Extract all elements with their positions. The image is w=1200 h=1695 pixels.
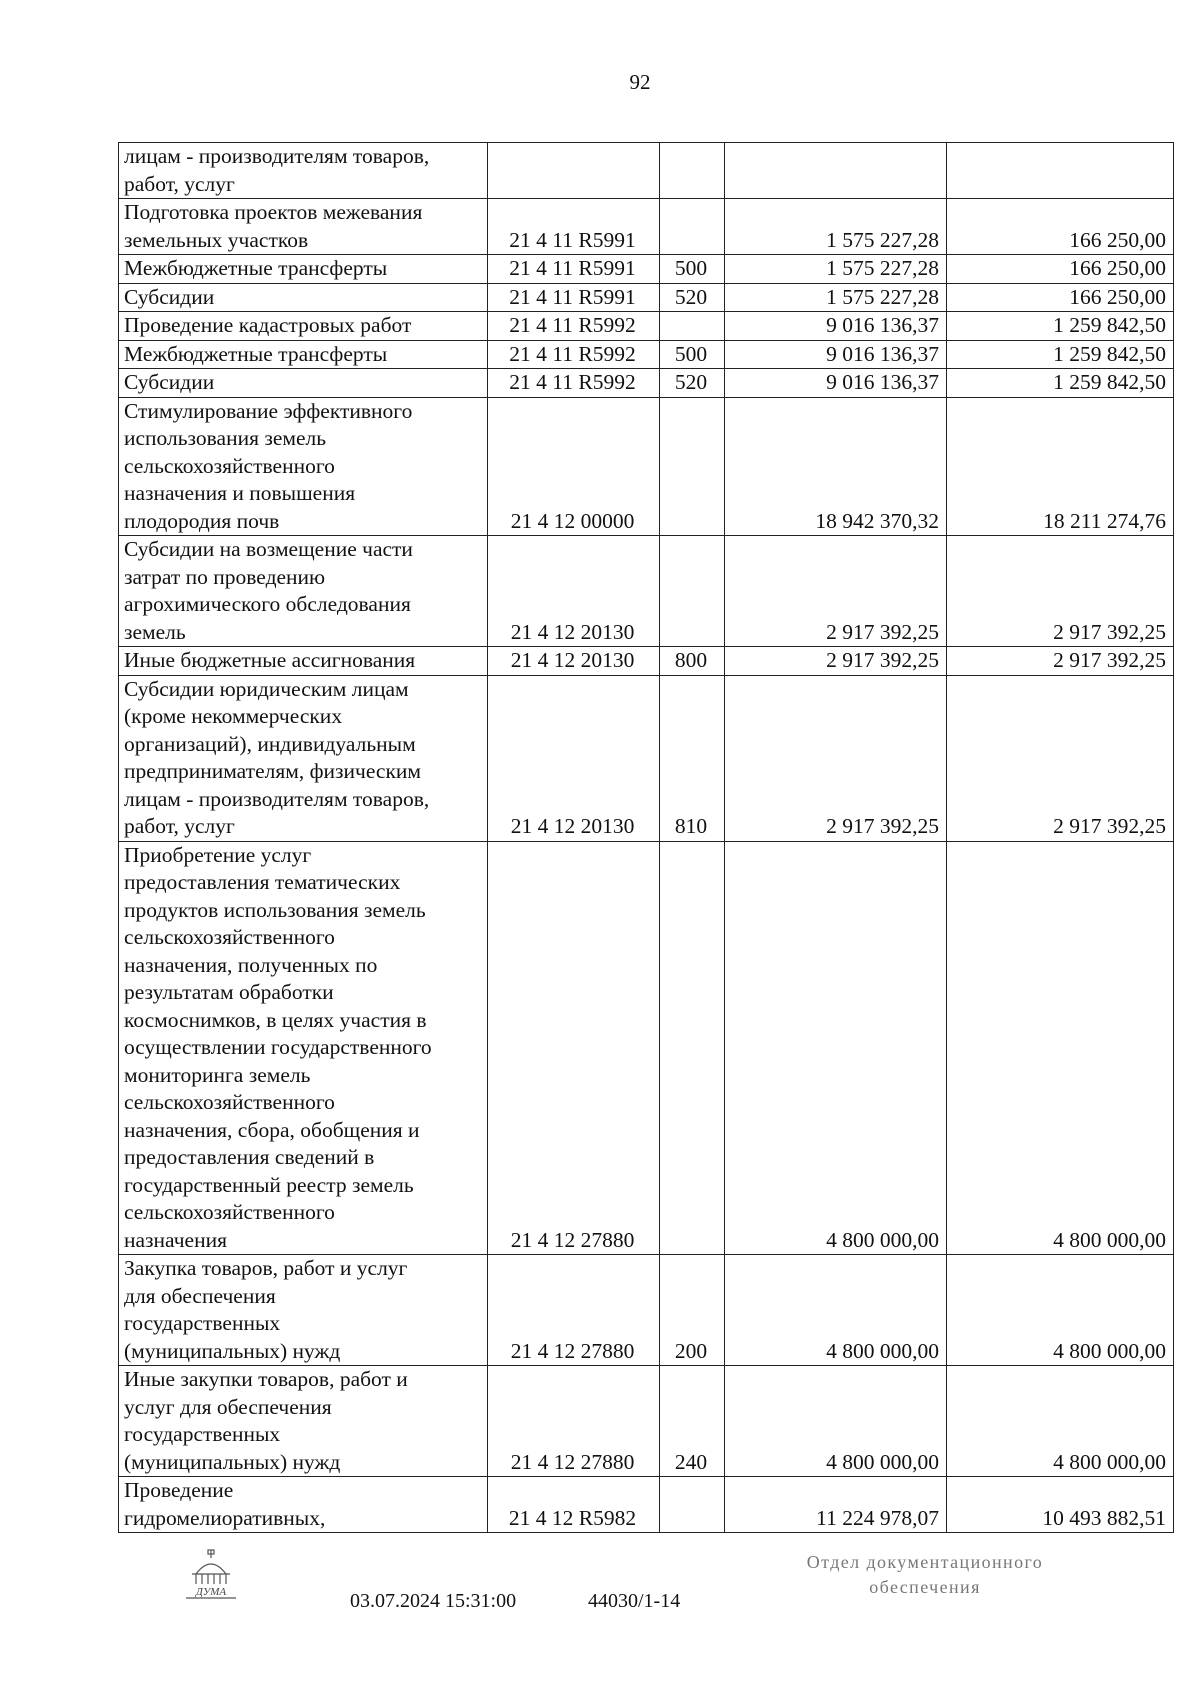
amount-2026-text: 4 800 000,00 [1053, 1338, 1166, 1363]
amount-2025-cell [725, 1477, 947, 1533]
item-name-cell [119, 647, 488, 676]
table-row [119, 369, 1174, 398]
expense-type-text: 520 [674, 370, 708, 394]
amount-2026-cell [947, 841, 1174, 1255]
table-row [119, 536, 1174, 647]
amount-2025-cell [725, 536, 947, 647]
expense-type-cell [660, 647, 725, 676]
logo-lettering: ДУМА [195, 1586, 227, 1598]
item-name-cell [119, 397, 488, 536]
amount-2026-cell [947, 647, 1174, 676]
target-code-cell [488, 647, 660, 676]
target-code-text: 21 4 12 20130 [510, 648, 635, 672]
target-code-text: 21 4 12 20130 [510, 619, 635, 644]
amount-2026-cell [947, 283, 1174, 312]
amount-2025-text: 11 224 978,07 [816, 1505, 939, 1530]
amount-2026-cell [947, 675, 1174, 841]
expense-type-cell [660, 1255, 725, 1366]
amount-2026-text: 166 250,00 [1069, 256, 1166, 280]
amount-2025-text: 4 800 000,00 [826, 1338, 939, 1363]
expense-type-cell [660, 283, 725, 312]
document-datetime: 03.07.2024 15:31:00 [350, 1590, 517, 1612]
item-name-cell [119, 1477, 488, 1533]
stamp-line-1: Отдел документационного [806, 1552, 1044, 1572]
item-name-text: Субсидии [124, 370, 215, 394]
amount-2025-cell [725, 647, 947, 676]
amount-2025-cell [725, 675, 947, 841]
amount-2026-cell [947, 199, 1174, 255]
item-name-cell [119, 283, 488, 312]
table-row [119, 1477, 1174, 1533]
target-code-text: 21 4 12 27880 [510, 1227, 635, 1252]
target-code-cell [488, 340, 660, 369]
item-name-cell [119, 1255, 488, 1366]
item-name-text: Межбюджетные трансферты [124, 256, 388, 280]
target-code-cell [488, 397, 660, 536]
amount-2026-text: 10 493 882,51 [1042, 1505, 1166, 1530]
expense-type-cell [660, 397, 725, 536]
table-row [119, 841, 1174, 1255]
table-row [119, 143, 1174, 199]
item-name-cell [119, 143, 488, 199]
item-name-cell [119, 340, 488, 369]
item-name-text: Стимулирование эффективного использования земель сельскохозяйственного назначения и повышения плодородия почв [124, 398, 413, 533]
amount-2025-text: 2 917 392,25 [826, 619, 939, 644]
amount-2026-cell [947, 536, 1174, 647]
amount-2026-cell [947, 397, 1174, 536]
expense-type-cell [660, 1366, 725, 1477]
target-code-cell [488, 1366, 660, 1477]
amount-2025-cell [725, 312, 947, 341]
expense-type-text: 500 [674, 341, 708, 366]
amount-2025-text: 9 016 136,37 [826, 341, 939, 366]
expense-type-text: 520 [674, 284, 708, 309]
table-row [119, 1366, 1174, 1477]
target-code-text: 21 4 12 20130 [510, 814, 635, 838]
amount-2025-cell [725, 340, 947, 369]
target-code-text: 21 4 12 27880 [510, 1449, 635, 1474]
amount-2026-text: 2 917 392,25 [1053, 648, 1166, 672]
amount-2025-text: 18 942 370,32 [815, 508, 939, 533]
item-name-cell [119, 255, 488, 284]
table-row [119, 675, 1174, 841]
item-name-text: Субсидии [124, 284, 215, 309]
amount-2025-text: 4 800 000,00 [826, 1227, 939, 1252]
budget-table-body [119, 143, 1174, 1533]
amount-2025-text: 9 016 136,37 [826, 370, 939, 394]
item-name-text: Иные закупки товаров, работ и услуг для обеспечения государственных (муниципальных) нужд [124, 1367, 408, 1474]
amount-2026-text: 2 917 392,25 [1053, 619, 1166, 644]
item-name-cell [119, 199, 488, 255]
amount-2026-text: 4 800 000,00 [1053, 1227, 1166, 1252]
budget-table [118, 142, 1174, 1533]
expense-type-cell [660, 340, 725, 369]
amount-2026-text: 1 259 842,50 [1053, 313, 1166, 337]
target-code-text: 21 4 11 R5991 [509, 256, 636, 280]
page-number: 92 [629, 70, 651, 94]
expense-type-text: 240 [674, 1449, 708, 1474]
amount-2025-cell [725, 1366, 947, 1477]
item-name-text: лицам - производителям товаров, работ, услуг [124, 144, 430, 196]
target-code-text: 21 4 12 00000 [510, 508, 635, 533]
expense-type-cell [660, 536, 725, 647]
expense-type-text: 800 [674, 648, 708, 672]
target-code-cell [488, 312, 660, 341]
target-code-cell [488, 536, 660, 647]
table-row [119, 199, 1174, 255]
amount-2026-text: 4 800 000,00 [1053, 1449, 1166, 1474]
item-name-cell [119, 1366, 488, 1477]
amount-2025-cell [725, 1255, 947, 1366]
expense-type-text: 500 [674, 256, 708, 280]
amount-2025-text: 1 575 227,28 [826, 284, 939, 309]
amount-2025-cell [725, 255, 947, 284]
target-code-text: 21 4 11 R5992 [509, 313, 636, 337]
amount-2026-cell [947, 1477, 1174, 1533]
amount-2026-cell [947, 369, 1174, 398]
amount-2026-text: 2 917 392,25 [1053, 814, 1166, 838]
expense-type-cell [660, 143, 725, 199]
item-name-text: Субсидии на возмещение части затрат по проведению агрохимического обследования земель [124, 537, 413, 644]
amount-2025-text: 1 575 227,28 [826, 256, 939, 280]
target-code-cell [488, 675, 660, 841]
table-row [119, 283, 1174, 312]
amount-2026-cell [947, 1366, 1174, 1477]
target-code-cell [488, 283, 660, 312]
amount-2025-cell [725, 369, 947, 398]
expense-type-cell [660, 199, 725, 255]
amount-2026-cell [947, 1255, 1174, 1366]
amount-2026-text: 18 211 274,76 [1043, 508, 1166, 533]
target-code-cell [488, 1477, 660, 1533]
target-code-text: 21 4 11 R5992 [509, 341, 636, 366]
amount-2025-cell [725, 283, 947, 312]
item-name-cell [119, 536, 488, 647]
target-code-cell [488, 841, 660, 1255]
amount-2025-cell [725, 143, 947, 199]
amount-2025-text: 9 016 136,37 [826, 313, 939, 337]
stamp-line-2: обеспечения [869, 1577, 981, 1597]
table-row [119, 340, 1174, 369]
item-name-text: Иные бюджетные ассигнования [124, 648, 416, 672]
amount-2025-cell [725, 397, 947, 536]
target-code-text: 21 4 12 27880 [510, 1338, 635, 1363]
item-name-cell [119, 841, 488, 1255]
target-code-cell [488, 369, 660, 398]
expense-type-text: 200 [674, 1338, 708, 1363]
item-name-text: Приобретение услуг предоставления тематических продуктов использования земель сельскохозяйственного назначения, полученных по результатам обработки космоснимков, в целях участия в осуществлении государственного мониторинга земель сельскохозяйственного назначения, сбора, обобщения и предоставления сведений в государственный реестр земель сельскохозяйственного назначения [124, 842, 432, 1252]
target-code-text: 21 4 11 R5991 [509, 227, 636, 252]
department-stamp [760, 1550, 1090, 1600]
table-row [119, 647, 1174, 676]
expense-type-cell [660, 1477, 725, 1533]
target-code-cell [488, 199, 660, 255]
item-name-text: Проведение кадастровых работ [124, 313, 412, 337]
item-name-cell [119, 312, 488, 341]
amount-2026-text: 1 259 842,50 [1053, 341, 1166, 366]
table-row [119, 255, 1174, 284]
amount-2025-cell [725, 199, 947, 255]
target-code-cell [488, 143, 660, 199]
expense-type-cell [660, 675, 725, 841]
item-name-text: Закупка товаров, работ и услуг для обеспечения государственных (муниципальных) нужд [124, 1256, 408, 1363]
amount-2026-cell [947, 312, 1174, 341]
item-name-cell [119, 369, 488, 398]
amount-2026-text: 1 259 842,50 [1053, 370, 1166, 394]
amount-2026-text: 166 250,00 [1069, 284, 1166, 309]
item-name-text: Подготовка проектов межевания земельных участков [124, 200, 423, 252]
expense-type-cell [660, 312, 725, 341]
table-row [119, 1255, 1174, 1366]
expense-type-cell [660, 369, 725, 398]
amount-2025-text: 2 917 392,25 [826, 648, 939, 672]
item-name-text: Проведение гидромелиоративных, [124, 1478, 326, 1530]
expense-type-cell [660, 255, 725, 284]
amount-2025-text: 4 800 000,00 [826, 1449, 939, 1474]
table-row [119, 397, 1174, 536]
item-name-text: Межбюджетные трансферты [124, 341, 388, 366]
target-code-text: 21 4 12 R5982 [508, 1505, 637, 1530]
target-code-cell [488, 1255, 660, 1366]
amount-2025-cell [725, 841, 947, 1255]
amount-2026-cell [947, 255, 1174, 284]
table-row [119, 312, 1174, 341]
amount-2025-text: 2 917 392,25 [826, 814, 939, 838]
target-code-cell [488, 255, 660, 284]
duma-logo-icon [182, 1548, 240, 1604]
item-name-text: Субсидии юридическим лицам (кроме некоммерческих организаций), индивидуальным предпринимателям, физическим лицам - производителям товаров, работ, услуг [124, 676, 430, 838]
amount-2026-text: 166 250,00 [1069, 227, 1166, 252]
amount-2025-text: 1 575 227,28 [826, 227, 939, 252]
amount-2026-cell [947, 340, 1174, 369]
expense-type-cell [660, 841, 725, 1255]
expense-type-text: 810 [674, 814, 708, 838]
target-code-text: 21 4 11 R5992 [509, 370, 636, 394]
registration-number: 44030/1-14 [588, 1590, 681, 1612]
amount-2026-cell [947, 143, 1174, 199]
target-code-text: 21 4 11 R5991 [509, 284, 636, 309]
item-name-cell [119, 675, 488, 841]
